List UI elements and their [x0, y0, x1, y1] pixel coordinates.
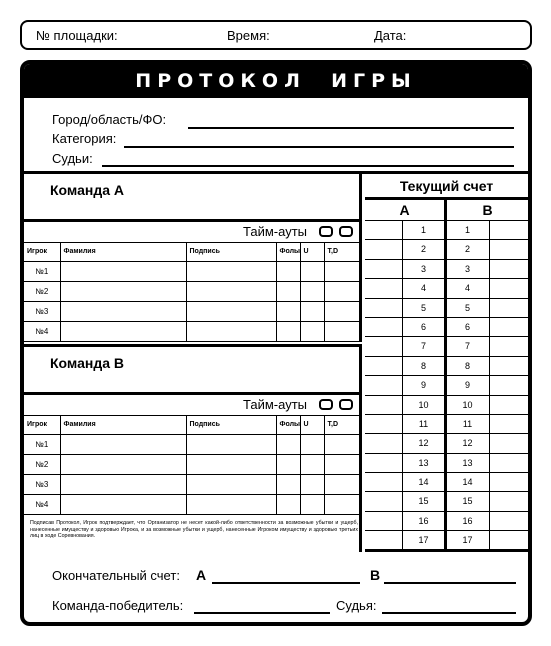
score-row-a [365, 512, 444, 531]
team-a-timeout-box-2[interactable] [339, 226, 353, 237]
score-number: 12 [418, 438, 429, 449]
score-mark-cell[interactable] [489, 512, 527, 531]
table-row [24, 494, 359, 514]
score-row-a [365, 434, 444, 453]
team-a-timeout-box-1[interactable] [319, 226, 333, 237]
score-mark-cell[interactable] [365, 279, 403, 298]
signature-cell[interactable] [186, 301, 276, 321]
score-mark-cell[interactable] [365, 531, 403, 550]
table-row [24, 321, 359, 341]
column-header: U [300, 243, 324, 261]
column-header: Игрок [24, 243, 60, 261]
player-number: №4 [24, 494, 60, 514]
table-row [24, 261, 359, 281]
score-number: 8 [464, 360, 470, 371]
score-number: 8 [420, 360, 426, 371]
final-judge-label: Судья: [336, 598, 377, 613]
score-number: 15 [462, 496, 473, 507]
score-mark-cell[interactable] [365, 492, 403, 511]
score-number: 10 [462, 399, 473, 410]
signature-cell[interactable] [186, 281, 276, 301]
score-number: 1 [420, 225, 426, 235]
surname-cell[interactable] [60, 261, 186, 281]
column-header: Подпись [186, 416, 276, 434]
score-mark-cell[interactable] [365, 260, 403, 279]
final-score-b-label: В [370, 567, 381, 583]
surname-cell[interactable] [60, 281, 186, 301]
surname-cell[interactable] [60, 434, 186, 454]
score-mark-cell[interactable] [365, 357, 403, 376]
team-b-timeout-box-1[interactable] [319, 399, 333, 410]
score-mark-cell[interactable] [365, 473, 403, 492]
u-cell[interactable] [300, 301, 324, 321]
surname-cell[interactable] [60, 321, 186, 341]
score-number: 2 [420, 244, 426, 255]
u-cell[interactable] [300, 474, 324, 494]
score-row-a [365, 357, 444, 376]
score-number: 7 [420, 341, 426, 352]
score-row-a [365, 337, 444, 356]
score-mark-cell[interactable] [365, 434, 403, 453]
score-row-a [365, 299, 444, 318]
score-row-a [365, 415, 444, 434]
current-score-panel [365, 174, 528, 552]
score-row-a [365, 531, 444, 550]
score-row-b [447, 337, 528, 356]
column-header: T,D [324, 416, 359, 434]
signature-cell[interactable] [186, 474, 276, 494]
score-mark-cell[interactable] [489, 279, 527, 298]
score-mark-cell[interactable] [489, 454, 527, 473]
score-number: 14 [462, 477, 473, 488]
score-number: 10 [418, 399, 429, 410]
team-b-player-table [24, 416, 359, 515]
table-row [24, 434, 359, 454]
signature-cell[interactable] [186, 494, 276, 514]
fouls-cell[interactable] [276, 454, 300, 474]
score-row-a [365, 260, 444, 279]
score-mark-cell[interactable] [489, 318, 527, 337]
protocol-title: ПРОТОКОЛ ИГРЫ [24, 64, 528, 98]
td-cell[interactable] [324, 281, 359, 301]
score-row-a [365, 376, 444, 395]
score-number: 5 [464, 302, 470, 313]
score-row-a [365, 240, 444, 259]
score-number: 7 [464, 341, 470, 352]
signature-cell[interactable] [186, 434, 276, 454]
category-label: Категория: [52, 131, 117, 146]
score-mark-cell[interactable] [365, 240, 403, 259]
score-number: 5 [420, 302, 426, 313]
final-section [24, 558, 528, 622]
score-mark-cell[interactable] [365, 415, 403, 434]
time-label: Время: [227, 28, 270, 43]
score-row-b [447, 357, 528, 376]
divider [359, 514, 362, 552]
column-header: U [300, 416, 324, 434]
signature-cell[interactable] [186, 321, 276, 341]
final-score-b-field[interactable] [384, 582, 516, 584]
header-bar [20, 20, 532, 50]
score-mark-cell[interactable] [489, 260, 527, 279]
score-row-a [365, 396, 444, 415]
signature-cell[interactable] [186, 454, 276, 474]
team-b-name: Команда В [50, 355, 124, 371]
score-row-b [447, 396, 528, 415]
fouls-cell[interactable] [276, 474, 300, 494]
score-row-b [447, 240, 528, 259]
fouls-cell[interactable] [276, 494, 300, 514]
team-a-name: Команда А [50, 182, 124, 198]
u-cell[interactable] [300, 321, 324, 341]
u-cell[interactable] [300, 454, 324, 474]
team-a-player-table [24, 243, 359, 342]
score-row-b [447, 299, 528, 318]
score-mark-cell[interactable] [365, 318, 403, 337]
score-number: 12 [462, 438, 473, 449]
score-mark-cell[interactable] [365, 337, 403, 356]
judges-label: Судьи: [52, 151, 93, 166]
player-number: №1 [24, 261, 60, 281]
divider [24, 514, 362, 515]
td-cell[interactable] [324, 454, 359, 474]
fouls-cell[interactable] [276, 321, 300, 341]
score-row-a [365, 454, 444, 473]
score-row-a [365, 279, 444, 298]
score-row-b [447, 492, 528, 511]
team-b-timeouts [24, 395, 359, 416]
player-number: №4 [24, 321, 60, 341]
score-column-b [447, 200, 528, 549]
score-number: 3 [464, 263, 470, 274]
score-number: 17 [462, 535, 473, 546]
score-mark-cell[interactable] [489, 357, 527, 376]
team-a-header [24, 174, 359, 222]
info-section [24, 98, 528, 174]
score-mark-cell[interactable] [365, 454, 403, 473]
score-row-b [447, 318, 528, 337]
score-column-a-header: А [365, 200, 444, 221]
score-number: 4 [464, 283, 470, 294]
score-mark-cell[interactable] [489, 396, 527, 415]
score-number: 14 [418, 477, 429, 488]
player-number: №3 [24, 474, 60, 494]
team-b-timeouts-label: Тайм-ауты [243, 397, 307, 412]
score-row-b [447, 531, 528, 550]
score-mark-cell[interactable] [489, 221, 527, 240]
score-row-a [365, 221, 444, 240]
column-header: T,D [324, 243, 359, 261]
fouls-cell[interactable] [276, 261, 300, 281]
score-number: 9 [464, 380, 470, 391]
final-score-a-field[interactable] [212, 582, 360, 584]
column-header: Фамилия [60, 243, 186, 261]
score-column-a [365, 200, 447, 549]
protocol-frame [20, 60, 532, 626]
score-number: 11 [418, 418, 429, 429]
score-row-a [365, 492, 444, 511]
fouls-cell[interactable] [276, 434, 300, 454]
score-row-b [447, 260, 528, 279]
td-cell[interactable] [324, 261, 359, 281]
score-mark-cell[interactable] [489, 299, 527, 318]
score-mark-cell[interactable] [365, 396, 403, 415]
signature-cell[interactable] [186, 261, 276, 281]
score-row-b [447, 434, 528, 453]
score-number: 16 [462, 515, 473, 526]
score-number: 3 [420, 263, 426, 274]
score-number: 6 [464, 321, 470, 332]
current-score-title: Текущий счет [365, 174, 528, 200]
score-mark-cell[interactable] [489, 240, 527, 259]
winner-label: Команда-победитель: [52, 598, 184, 613]
surname-cell[interactable] [60, 454, 186, 474]
td-cell[interactable] [324, 321, 359, 341]
score-mark-cell[interactable] [489, 434, 527, 453]
score-row-b [447, 221, 528, 240]
player-number: №2 [24, 281, 60, 301]
surname-cell[interactable] [60, 474, 186, 494]
judges-field[interactable] [102, 165, 514, 167]
team-a-timeouts [24, 222, 359, 243]
score-row-b [447, 279, 528, 298]
u-cell[interactable] [300, 434, 324, 454]
table-row [24, 281, 359, 301]
score-number: 16 [418, 515, 429, 526]
score-number: 13 [418, 457, 429, 468]
score-row-b [447, 473, 528, 492]
score-row-b [447, 376, 528, 395]
score-mark-cell[interactable] [489, 415, 527, 434]
score-mark-cell[interactable] [365, 221, 403, 240]
score-row-a [365, 473, 444, 492]
score-mark-cell[interactable] [489, 473, 527, 492]
td-cell[interactable] [324, 494, 359, 514]
td-cell[interactable] [324, 434, 359, 454]
player-number: №2 [24, 454, 60, 474]
player-number: №3 [24, 301, 60, 321]
team-a-block [24, 174, 362, 342]
fouls-cell[interactable] [276, 301, 300, 321]
score-mark-cell[interactable] [365, 512, 403, 531]
table-row [24, 301, 359, 321]
score-number: 2 [464, 244, 470, 255]
fouls-cell[interactable] [276, 281, 300, 301]
u-cell[interactable] [300, 494, 324, 514]
table-row [24, 474, 359, 494]
score-mark-cell[interactable] [489, 337, 527, 356]
score-mark-cell[interactable] [489, 492, 527, 511]
team-b-timeout-box-2[interactable] [339, 399, 353, 410]
city-label: Город/область/ФО: [52, 112, 167, 127]
score-mark-cell[interactable] [489, 531, 527, 550]
score-number: 15 [418, 496, 429, 507]
column-header: Фолы [276, 243, 300, 261]
category-field[interactable] [124, 146, 514, 148]
disclaimer-text: Подписав Протокол, Игрок подтверждает, что Организатор не несет какой-либо ответственности за возможные убытки и ущерб, нанесенные имуществу и здоровью Игрока, и за возможные убытки и ущерб, нанесенные Игроком имуществу и здоровью третьих лиц в ходе Соревнования. [30, 520, 358, 540]
score-row-a [365, 318, 444, 337]
score-mark-cell[interactable] [365, 299, 403, 318]
final-score-a-label: А [196, 567, 207, 583]
player-number: №1 [24, 434, 60, 454]
court-number-label: № площадки: [36, 28, 118, 43]
column-header: Фолы [276, 416, 300, 434]
final-judge-field[interactable] [382, 612, 516, 614]
score-number: 6 [420, 321, 426, 332]
team-a-timeouts-label: Тайм-ауты [243, 224, 307, 239]
score-mark-cell[interactable] [489, 376, 527, 395]
u-cell[interactable] [300, 281, 324, 301]
table-row [24, 454, 359, 474]
score-row-b [447, 415, 528, 434]
score-number: 13 [462, 457, 473, 468]
score-number: 4 [420, 283, 426, 294]
score-number: 11 [462, 418, 473, 429]
score-column-b-header: В [447, 200, 528, 221]
final-score-label: Окончательный счет: [52, 568, 180, 583]
score-row-b [447, 512, 528, 531]
u-cell[interactable] [300, 261, 324, 281]
score-mark-cell[interactable] [365, 376, 403, 395]
column-header: Подпись [186, 243, 276, 261]
winner-field[interactable] [194, 612, 330, 614]
surname-cell[interactable] [60, 301, 186, 321]
date-label: Дата: [374, 28, 407, 43]
score-row-b [447, 454, 528, 473]
city-field[interactable] [188, 127, 514, 129]
td-cell[interactable] [324, 301, 359, 321]
column-header: Игрок [24, 416, 60, 434]
score-number: 17 [418, 535, 429, 546]
team-b-header [24, 347, 359, 395]
surname-cell[interactable] [60, 494, 186, 514]
td-cell[interactable] [324, 474, 359, 494]
score-number: 1 [464, 225, 470, 235]
column-header: Фамилия [60, 416, 186, 434]
score-number: 9 [420, 380, 426, 391]
team-b-block [24, 344, 362, 515]
